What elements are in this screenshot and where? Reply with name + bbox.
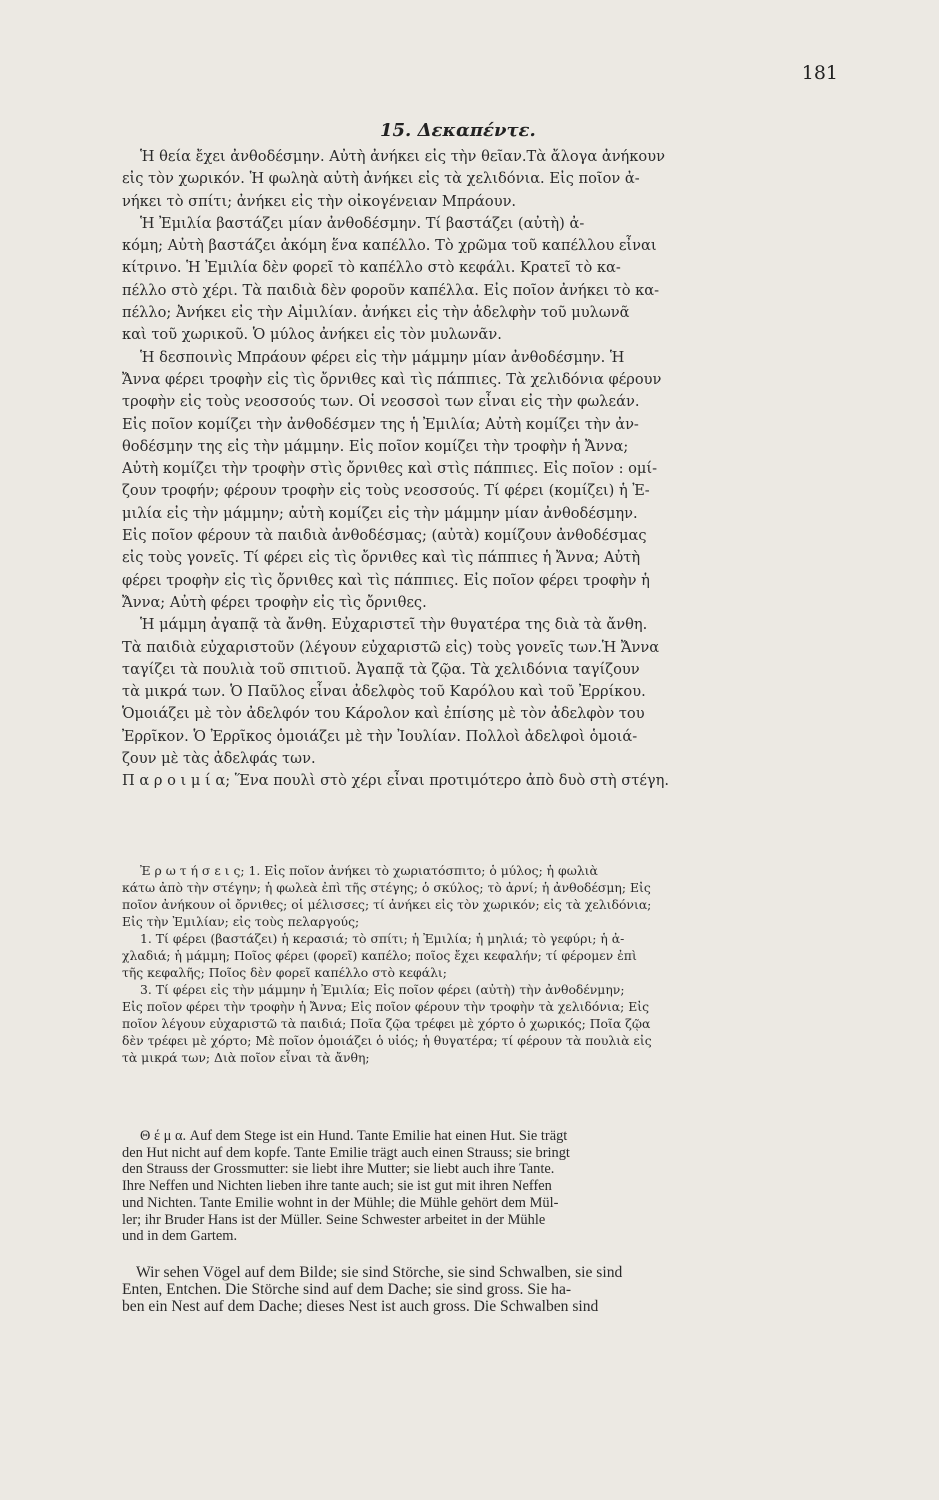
exercise-questions xyxy=(122,862,882,1066)
text-line: Εἰς ποῖον φέρει τὴν τροφὴν ἡ Ἄννα; Εἰς ποῖον φέρουν τὴν τροφὴν τὰ χελιδόνια; Εἰς xyxy=(122,999,650,1014)
text-line: Θ έ μ α. Auf dem Stege ist ein Hund. Tante Emilie hat einen Hut. Sie trägt xyxy=(140,1128,568,1144)
text-line: ζουν μὲ τὰς ἀδελφάς των. xyxy=(122,750,316,768)
text-line: ποῖον ἀνήκουν οἱ ὄρνιθες; οἱ μέλισσες; τί ἀνήκει εἰς τὸν χωρικόν; εἰς τὰ χελιδόνια; xyxy=(122,897,652,912)
text-line: Ἄννα; Αὐτὴ φέρει τροφὴν εἰς τὶς ὄρνιθες. xyxy=(122,593,427,611)
text-line: Ἡ μάμμη ἀγαπᾷ τὰ ἄνθη. Εὐχαριστεῖ τὴν θυγατέρα της διὰ τὰ ἄνθη. xyxy=(140,616,648,634)
text-line: Ἡ Ἐμιλία βαστάζει μίαν ἀνθοδέσμην. Τί βαστάζει (αὐτὴ) ἀ- xyxy=(140,214,585,232)
text-line: Ἡ δεσποινὶς Μπράουν φέρει εἰς τὴν μάμμην μίαν ἀνθοδέσμην. Ἡ xyxy=(140,348,625,366)
text-line: τὰ μικρά των. Ὁ Παῦλος εἶναι ἀδελφὸς τοῦ Καρόλου καὶ τοῦ Ἐρρίκου. xyxy=(122,683,646,701)
text-line: und in dem Gartem. xyxy=(122,1228,238,1245)
lesson-main-text xyxy=(122,146,882,793)
text-line: den Hut nicht auf dem kopfe. Tante Emilie trägt auch einen Strauss; sie bringt xyxy=(122,1144,570,1161)
text-line: κάτω ἀπὸ τὴν στέγην; ἡ φωλεὰ ἐπὶ τῆς στέγης; ὁ σκύλος; τὸ ἀρνί; ἡ ἀνθοδέσμη; Εἰς xyxy=(122,880,651,895)
text-line: ben ein Nest auf dem Dache; dieses Nest ist auch gross. Die Schwalben sind xyxy=(122,1298,599,1315)
text-line: νήκει τὸ σπίτι; ἀνήκει εἰς τὴν οἰκογένειαν Μπράουν. xyxy=(122,192,517,210)
text-line: Enten, Entchen. Die Störche sind auf dem Dache; sie sind gross. Sie ha- xyxy=(122,1281,572,1298)
german-paragraph-text xyxy=(122,1264,882,1315)
text-line: Ἐ ρ ω τ ή σ ε ι ς; 1. Εἰς ποῖον ἀνήκει τὸ χωριατόσπιτο; ὁ μύλος; ἡ φωλιὰ xyxy=(140,863,598,878)
text-line: δὲν τρέφει μὲ χόρτο; Μὲ ποῖον ὁμοιάζει ὁ υἱός; ἡ θυγατέρα; τί φέρουν τὰ πουλιὰ εἰς xyxy=(122,1033,652,1048)
text-line: ποῖον λέγουν εὐχαριστῶ τὰ παιδιά; Ποῖα ζῷα τρέφει μὲ χόρτο ὁ χωρικός; Ποῖα ζῷα xyxy=(122,1016,651,1031)
text-line: Ἡ θεία ἔχει ἀνθοδέσμην. Αὐτὴ ἀνήκει εἰς τὴν θεῖαν.Τὰ ἄλογα ἀνήκουν xyxy=(140,148,665,165)
text-line: τὰ μικρά των; Διὰ ποῖον εἶναι τὰ ἄνθη; xyxy=(122,1050,370,1065)
text-line: ζουν τροφήν; φέρουν τροφὴν εἰς τοὺς νεοσσούς. Τί φέρει (κομίζει) ἡ Ἐ- xyxy=(122,482,650,500)
text-line: Τὰ παιδιὰ εὐχαριστοῦν (λέγουν εὐχαριστῶ εἰς) τοὺς γονεῖς των.Ἡ Ἄννα xyxy=(122,638,660,656)
text-line: εἰς τὸν χωρικόν. Ἡ φωληὰ αὐτὴ ἀνήκει εἰς τὰ χελιδόνια. Εἰς ποῖον ἀ- xyxy=(122,170,640,188)
text-line: εἰς τοὺς γονεῖς. Τί φέρει εἰς τὶς ὄρνιθες καὶ τὶς πάππιες ἡ Ἄννα; Αὐτὴ xyxy=(122,549,641,567)
text-line: 3. Τί φέρει εἰς τὴν μάμμην ἡ Ἐμιλία; Εἰς ποῖον φέρει (αὐτὴ) τὴν ἀνθοδένμην; xyxy=(140,982,625,997)
text-line: 1. Τί φέρει (βαστάζει) ἡ κερασιά; τὸ σπίτι; ἡ Ἐμιλία; ἡ μηλιά; τὸ γεφύρι; ἡ ἀ- xyxy=(140,931,625,946)
text-line: μιλία εἰς τὴν μάμμην; αὐτὴ κομίζει εἰς τὴν μάμμην μίαν ἀνθοδέσμην. xyxy=(122,504,638,522)
text-line: φέρει τροφὴν εἰς τὶς ὄρνιθες καὶ τὶς πάππιες. Εἰς ποῖον φέρει τροφὴν ἡ xyxy=(122,571,650,589)
text-line: Ὁμοιάζει μὲ τὸν ἀδελφόν του Κάρολον καὶ ἐπίσης μὲ τὸν ἀδελφὸν του xyxy=(122,705,645,723)
text-line: Π α ρ ο ι μ ί α; Ἕνα πουλὶ στὸ χέρι εἶναι προτιμότερο ἀπὸ δυὸ στὴ στέγη. xyxy=(122,772,669,790)
text-line: κόμη; Αὐτὴ βαστάζει ἀκόμη ἕνα καπέλλο. Τὸ χρῶμα τοῦ καπέλλου εἶναι xyxy=(122,237,657,255)
text-line: ler; ihr Bruder Hans ist der Müller. Seine Schwester arbeitet in der Mühle xyxy=(122,1211,546,1228)
text-line: Ihre Neffen und Nichten lieben ihre tante auch; sie ist gut mit ihren Neffen xyxy=(122,1178,552,1195)
text-line: Εἰς ποῖον κομίζει τὴν ἀνθοδέσμεν της ἡ Ἐμιλία; Αὐτὴ κομίζει τὴν ἀν- xyxy=(122,415,639,433)
text-line: θοδέσμην της εἰς τὴν μάμμην. Εἰς ποῖον κομίζει τὴν τροφὴν ἡ Ἄννα; xyxy=(122,437,629,455)
text-line: χλαδιά; ἡ μάμμη; Ποῖος φέρει (φορεῖ) καπέλο; ποῖος ἔχει κεφαλήν; τί φέρομεν ἐπὶ xyxy=(122,948,637,963)
lesson-title: 15. Δεκαπέντε. xyxy=(380,120,536,141)
text-line: κίτρινο. Ἡ Ἐμιλία δὲν φορεῖ τὸ καπέλλο στὸ κεφάλι. Κρατεῖ τὸ κα- xyxy=(122,259,621,277)
text-line: τροφὴν εἰς τοὺς νεοσσούς των. Οἱ νεοσσοὶ των εἶναι εἰς τὴν φωλεάν. xyxy=(122,393,640,411)
text-line: Wir sehen Vögel auf dem Bilde; sie sind Störche, sie sind Schwalben, sie sind xyxy=(136,1264,623,1281)
page-number: 181 xyxy=(801,62,838,84)
text-line: πέλλο; Ἀνήκει εἰς τὴν Αἰμιλίαν. ἀνήκει εἰς τὴν ἀδελφὴν τοῦ μυλωνᾶ xyxy=(122,304,630,322)
text-line: Αὐτὴ κομίζει τὴν τροφὴν στὶς ὄρνιθες καὶ στὶς πάππιες. Εἰς ποῖον : ομί- xyxy=(122,460,658,478)
text-line: Ἄννα φέρει τροφὴν εἰς τὶς ὄρνιθες καὶ τὶς πάππιες. Τὰ χελιδόνια φέρουν xyxy=(122,370,662,388)
text-line: Ἐρρῖκον. Ὁ Ἐρρῖκος ὁμοιάζει μὲ τὴν Ἰουλίαν. Πολλοὶ ἀδελφοὶ ὁμοιά- xyxy=(122,727,638,745)
text-line: τῆς κεφαλῆς; Ποῖος δὲν φορεῖ καπέλλο στὸ κεφάλι; xyxy=(122,965,447,980)
text-line: καὶ τοῦ χωρικοῦ. Ὁ μύλος ἀνήκει εἰς τὸν μυλωνᾶν. xyxy=(122,326,502,344)
text-line: Εἰς τὴν Ἐμιλίαν; εἰς τοὺς πελαργούς; xyxy=(122,914,360,929)
text-line: den Strauss der Grossmutter: sie liebt ihre Mutter; sie liebt auch ihre Tante. xyxy=(122,1161,555,1178)
text-line: und Nichten. Tante Emilie wohnt in der Mühle; die Mühle gehört dem Mül- xyxy=(122,1194,559,1211)
text-line: Εἰς ποῖον φέρουν τὰ παιδιὰ ἀνθοδέσμας; (αὐτὰ) κομίζουν ἀνθοδέσμας xyxy=(122,527,647,545)
text-line: πέλλο στὸ χέρι. Τὰ παιδιὰ δὲν φοροῦν καπέλλα. Εἰς ποῖον ἀνήκει τὸ κα- xyxy=(122,281,660,299)
text-line: ταγίζει τὰ πουλιὰ τοῦ σπιτιοῦ. Ἀγαπᾷ τὰ ζῷα. Τὰ χελιδόνια ταγίζουν xyxy=(122,660,640,678)
german-theme-text xyxy=(122,1128,882,1245)
